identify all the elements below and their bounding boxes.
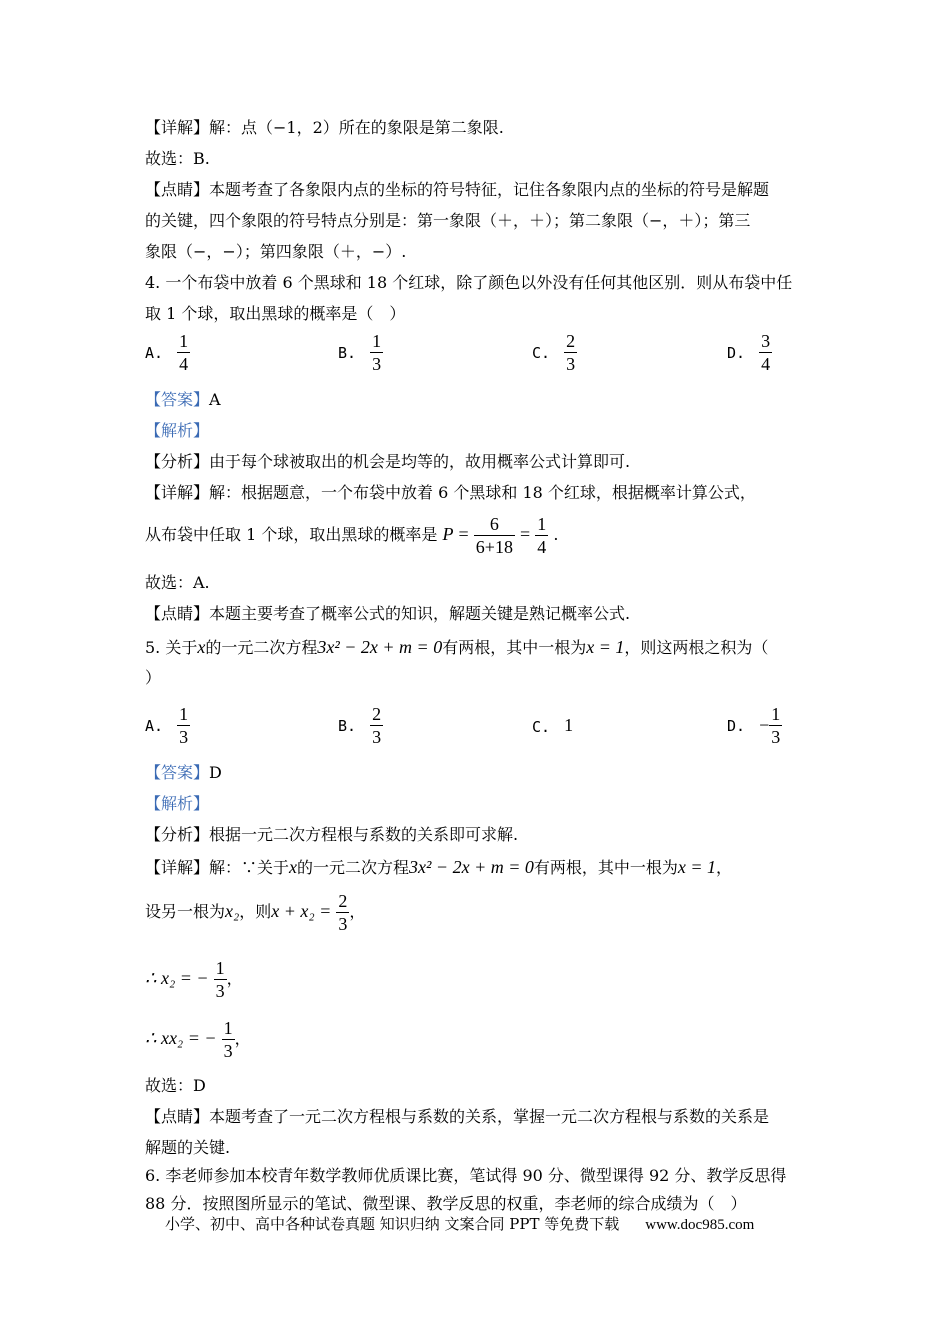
q5-stem-line1: 5. 关于x的一元二次方程3x² − 2x + m = 0有两根，其中一根为x = 1，则这两根之积为（ — [145, 637, 769, 657]
q4-choose: 故选：A. — [145, 573, 210, 592]
q5-option-d: D. − $\frac{1}{3}$ — [727, 704, 781, 747]
fraction: $\frac{1}{4}$ — [537, 514, 547, 557]
remark-label: 【点睛】 — [145, 180, 210, 199]
footer-text: 小学、初中、高中各种试卷真题 知识归纳 文案合同 PPT 等免费下载 — [165, 1215, 620, 1233]
q4-option-a: A. $\frac{1}{4}$ — [145, 331, 189, 374]
fraction: $\frac{6}{6+18}$ — [475, 514, 513, 557]
fraction: $\frac{2}{3}$ — [338, 891, 348, 934]
fraction: $\frac{1}{3}$ — [771, 704, 781, 747]
q3-remark-line3: 象限（−，−）；第四象限（＋，−）. — [145, 242, 407, 261]
q5-answer: 【答案】D — [145, 763, 222, 782]
q3-choose: 故选：B. — [145, 149, 210, 168]
q4-remark: 【点睛】本题主要考查了概率公式的知识，解题关键是熟记概率公式. — [145, 604, 631, 623]
fraction: $\frac{1}{3}$ — [179, 704, 189, 747]
q3-detail: 【详解】解：点（−1，2）所在的象限是第二象限. — [145, 118, 504, 137]
q3-remark-line2: 的关键，四个象限的符号特点分别是：第一象限（＋，＋）；第二象限（−，＋）；第三 — [145, 211, 751, 230]
q4-option-d: D. $\frac{3}{4}$ — [727, 331, 771, 374]
page-footer — [165, 1214, 754, 1235]
q5-detail-line1: 【详解】解：∵关于x的一元二次方程3x² − 2x + m = 0有两根，其中一根为x = 1， — [145, 857, 733, 877]
q5-therefore-1: ∴ x₂ = − $\frac{1}{3}$ ， — [145, 958, 243, 1001]
fraction: $\frac{1}{3}$ — [372, 331, 382, 374]
q4-option-c: C. $\frac{2}{3}$ — [532, 331, 576, 374]
fraction: $\frac{1}{3}$ — [215, 958, 225, 1001]
q4-answer: 【答案】A — [145, 390, 221, 409]
fraction: $\frac{2}{3}$ — [372, 704, 382, 747]
fraction: $\frac{2}{3}$ — [566, 331, 576, 374]
q4-fenxi: 【分析】由于每个球被取出的机会是均等的，故用概率公式计算即可. — [145, 452, 631, 471]
q5-analysis-label: 【解析】 — [145, 794, 210, 813]
q4-detail-line1: 【详解】解：根据题意，一个布袋中放着 6 个黑球和 18 个红球，根据概率计算公式， — [145, 483, 756, 502]
q5-option-b: B. $\frac{2}{3}$ — [338, 704, 382, 747]
q5-set-line: 设另一根为x₂，则x + x₂ = $\frac{2}{3}$ ， — [145, 891, 366, 934]
q5-option-a: A. $\frac{1}{3}$ — [145, 704, 189, 747]
q3-remark-line1: 【点睛】本题考查了各象限内点的坐标的符号特征，记住各象限内点的坐标的符号是解题 — [145, 180, 770, 199]
q5-remark-line2: 解题的关键. — [145, 1138, 231, 1157]
q4-option-b: B. $\frac{1}{3}$ — [338, 331, 382, 374]
fraction: $\frac{1}{3}$ — [223, 1018, 233, 1061]
q5-choose: 故选：D — [145, 1076, 206, 1095]
q5-therefore-2: ∴ xx₂ = − $\frac{1}{3}$ ， — [145, 1018, 251, 1061]
q5-option-c: C. 1 — [532, 715, 574, 736]
equation: 3x² − 2x + m = 0 — [317, 637, 443, 657]
footer-url[interactable]: www.doc985.com — [645, 1217, 755, 1233]
q4-stem-line1: 4. 一个布袋中放着 6 个黑球和 18 个红球，除了颜色以外没有任何其他区别．则从布袋中任 — [145, 273, 793, 292]
q6-stem-line2: 88 分．按照图所显示的笔试、微型课、教学反思的权重，李老师的综合成绩为（ ） — [145, 1194, 747, 1213]
fraction: $\frac{1}{4}$ — [179, 331, 189, 374]
q6-stem-line1: 6. 李老师参加本校青年数学教师优质课比赛，笔试得 90 分、微型课得 92 分、教学反思得 — [145, 1166, 787, 1185]
q5-remark-line1: 【点睛】本题考查了一元二次方程根与系数的关系，掌握一元二次方程根与系数的关系是 — [145, 1107, 770, 1126]
q4-stem-line2: 取 1 个球，取出黑球的概率是（ ） — [145, 304, 406, 323]
q4-detail-line2: 从布袋中任取 1 个球，取出黑球的概率是 P = $\frac{6}{6+18}$ = $\frac{1}{4}$ . — [145, 514, 559, 557]
q5-stem-line2: ） — [145, 668, 162, 687]
answer-label: 【答案】 — [145, 390, 210, 409]
fraction: $\frac{3}{4}$ — [761, 331, 771, 374]
detail-label: 【详解】 — [145, 118, 210, 137]
q5-fenxi: 【分析】根据一元二次方程根与系数的关系即可求解. — [145, 825, 519, 844]
q4-analysis-label: 【解析】 — [145, 421, 210, 440]
